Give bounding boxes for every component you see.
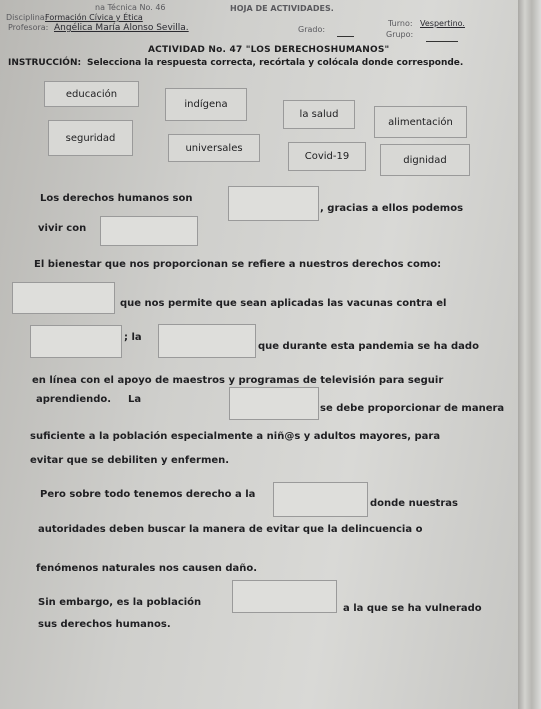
- text-line-13b: a la que se ha vulnerado: [343, 603, 482, 614]
- word-card-alimentacion[interactable]: alimentación: [374, 106, 467, 138]
- subject-value: Formación Cívica y Ética: [45, 13, 143, 22]
- teacher-label: Profesora:: [8, 23, 49, 32]
- word-card-dignidad[interactable]: dignidad: [380, 144, 470, 176]
- text-line-1b: , gracias a ellos podemos: [320, 203, 464, 214]
- answer-box-1[interactable]: [228, 186, 319, 221]
- text-line-9: evitar que se debiliten y enfermen.: [30, 455, 230, 466]
- school-name: na Técnica No. 46: [95, 3, 166, 12]
- text-line-7c: se debe proporcionar de manera: [320, 403, 505, 414]
- text-line-4: que nos permite que sean aplicadas las vacunas contra el: [120, 298, 447, 309]
- text-line-5b: que durante esta pandemia se ha dado: [258, 341, 479, 352]
- shift-value: Vespertino.: [420, 19, 465, 28]
- text-line-8: suficiente a la población especialmente a niñ@s y adultos mayores, para: [30, 431, 441, 442]
- answer-box-3[interactable]: [12, 282, 115, 314]
- word-card-universales[interactable]: universales: [168, 134, 260, 162]
- instruction-label: INSTRUCCIÓN:: [8, 58, 82, 68]
- word-card-indigena[interactable]: indígena: [165, 88, 247, 121]
- shift-label: Turno:: [388, 19, 413, 28]
- text-line-6: en línea con el apoyo de maestros y programas de televisión para seguir: [32, 375, 444, 386]
- subject-label: Disciplina:: [6, 13, 48, 22]
- group-label: Grupo:: [386, 30, 414, 39]
- answer-box-6[interactable]: [229, 387, 319, 420]
- word-card-seguridad[interactable]: seguridad: [48, 120, 133, 156]
- teacher-value: Angélica María Alonso Sevilla.: [54, 23, 189, 33]
- answer-box-4[interactable]: [30, 325, 122, 358]
- text-line-10b: donde nuestras: [370, 498, 458, 509]
- word-card-la-salud[interactable]: la salud: [283, 100, 355, 129]
- page-edge: [518, 0, 541, 709]
- text-line-7a: aprendiendo.: [36, 394, 112, 405]
- grade-label: Grado:: [298, 25, 326, 34]
- text-line-11: autoridades deben buscar la manera de evitar que la delincuencia o: [38, 524, 423, 535]
- answer-box-5[interactable]: [158, 324, 256, 358]
- text-line-2: vivir con: [38, 223, 87, 234]
- text-line-1: Los derechos humanos son: [40, 193, 193, 204]
- grade-blank: [337, 36, 354, 37]
- text-line-7b: La: [128, 394, 142, 405]
- text-line-3: El bienestar que nos proporcionan se refiere a nuestros derechos como:: [34, 259, 442, 270]
- answer-box-7[interactable]: [273, 482, 368, 517]
- sheet-title: HOJA DE ACTIVIDADES.: [230, 4, 334, 13]
- text-line-12: fenómenos naturales nos causen daño.: [36, 563, 258, 574]
- text-line-13a: Sin embargo, es la población: [38, 597, 202, 608]
- answer-box-2[interactable]: [100, 216, 198, 246]
- text-line-5a: ; la: [124, 332, 142, 343]
- answer-box-8[interactable]: [232, 580, 337, 613]
- text-line-14: sus derechos humanos.: [38, 619, 171, 630]
- group-blank: [426, 41, 458, 42]
- instruction-text: Selecciona la respuesta correcta, recórtala y colócala donde corresponde.: [87, 58, 464, 68]
- activity-title: ACTIVIDAD No. 47 "LOS DERECHOSHUMANOS": [148, 45, 390, 55]
- text-line-10a: Pero sobre todo tenemos derecho a la: [40, 489, 256, 500]
- word-card-educacion[interactable]: educación: [44, 81, 139, 107]
- word-card-covid-19[interactable]: Covid-19: [288, 142, 366, 171]
